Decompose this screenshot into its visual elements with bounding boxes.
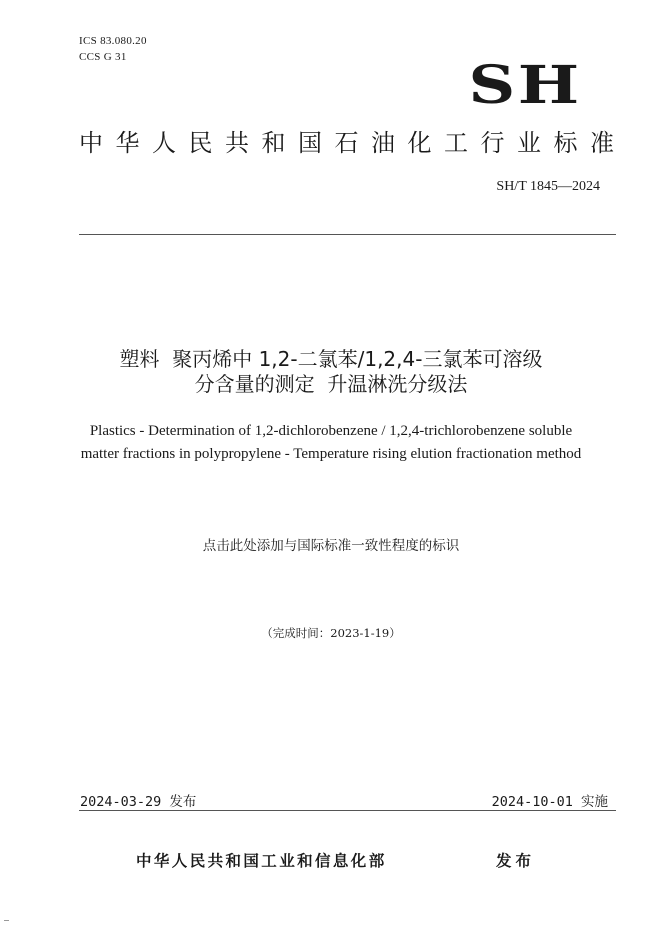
chinese-title	[40, 347, 622, 397]
bottom-divider	[79, 810, 616, 811]
chinese-title-line-2: 分含量的测定 升温淋洗分级法	[194, 372, 468, 396]
classification-block	[79, 33, 147, 65]
publisher-name: 中华人民共和国工业和信息化部	[136, 852, 387, 870]
standard-code: SH/T 1845—2024	[496, 179, 600, 194]
top-divider	[79, 234, 616, 235]
ccs-code: CCS G 31	[79, 51, 127, 63]
consistency-mark-placeholder[interactable]: 点击此处添加与国际标准一致性程度的标识	[202, 538, 460, 554]
publish-label: 发布	[496, 852, 536, 870]
sh-logo: SH	[468, 55, 582, 116]
english-title	[40, 420, 622, 466]
corner-mark	[4, 920, 9, 921]
english-title-line-1: Plastics - Determination of 1,2-dichlorobenzene / 1,2,4-trichlorobenzene soluble	[89, 423, 573, 439]
chinese-title-line-1: 塑料 聚丙烯中 1,2-二氯苯/1,2,4-三氯苯可溶级	[119, 347, 543, 371]
issue-date: 2024-03-29 发布	[80, 794, 197, 810]
standard-type-heading: 中华人民共和国石油化工行业标准	[79, 129, 615, 157]
english-title-line-2: matter fractions in polypropylene - Temperature rising elution fractionation method	[80, 446, 582, 462]
ics-code: ICS 83.080.20	[79, 35, 147, 47]
completion-time: （完成时间：2023-1-19）	[261, 626, 401, 640]
implementation-date: 2024-10-01 实施	[491, 794, 608, 810]
